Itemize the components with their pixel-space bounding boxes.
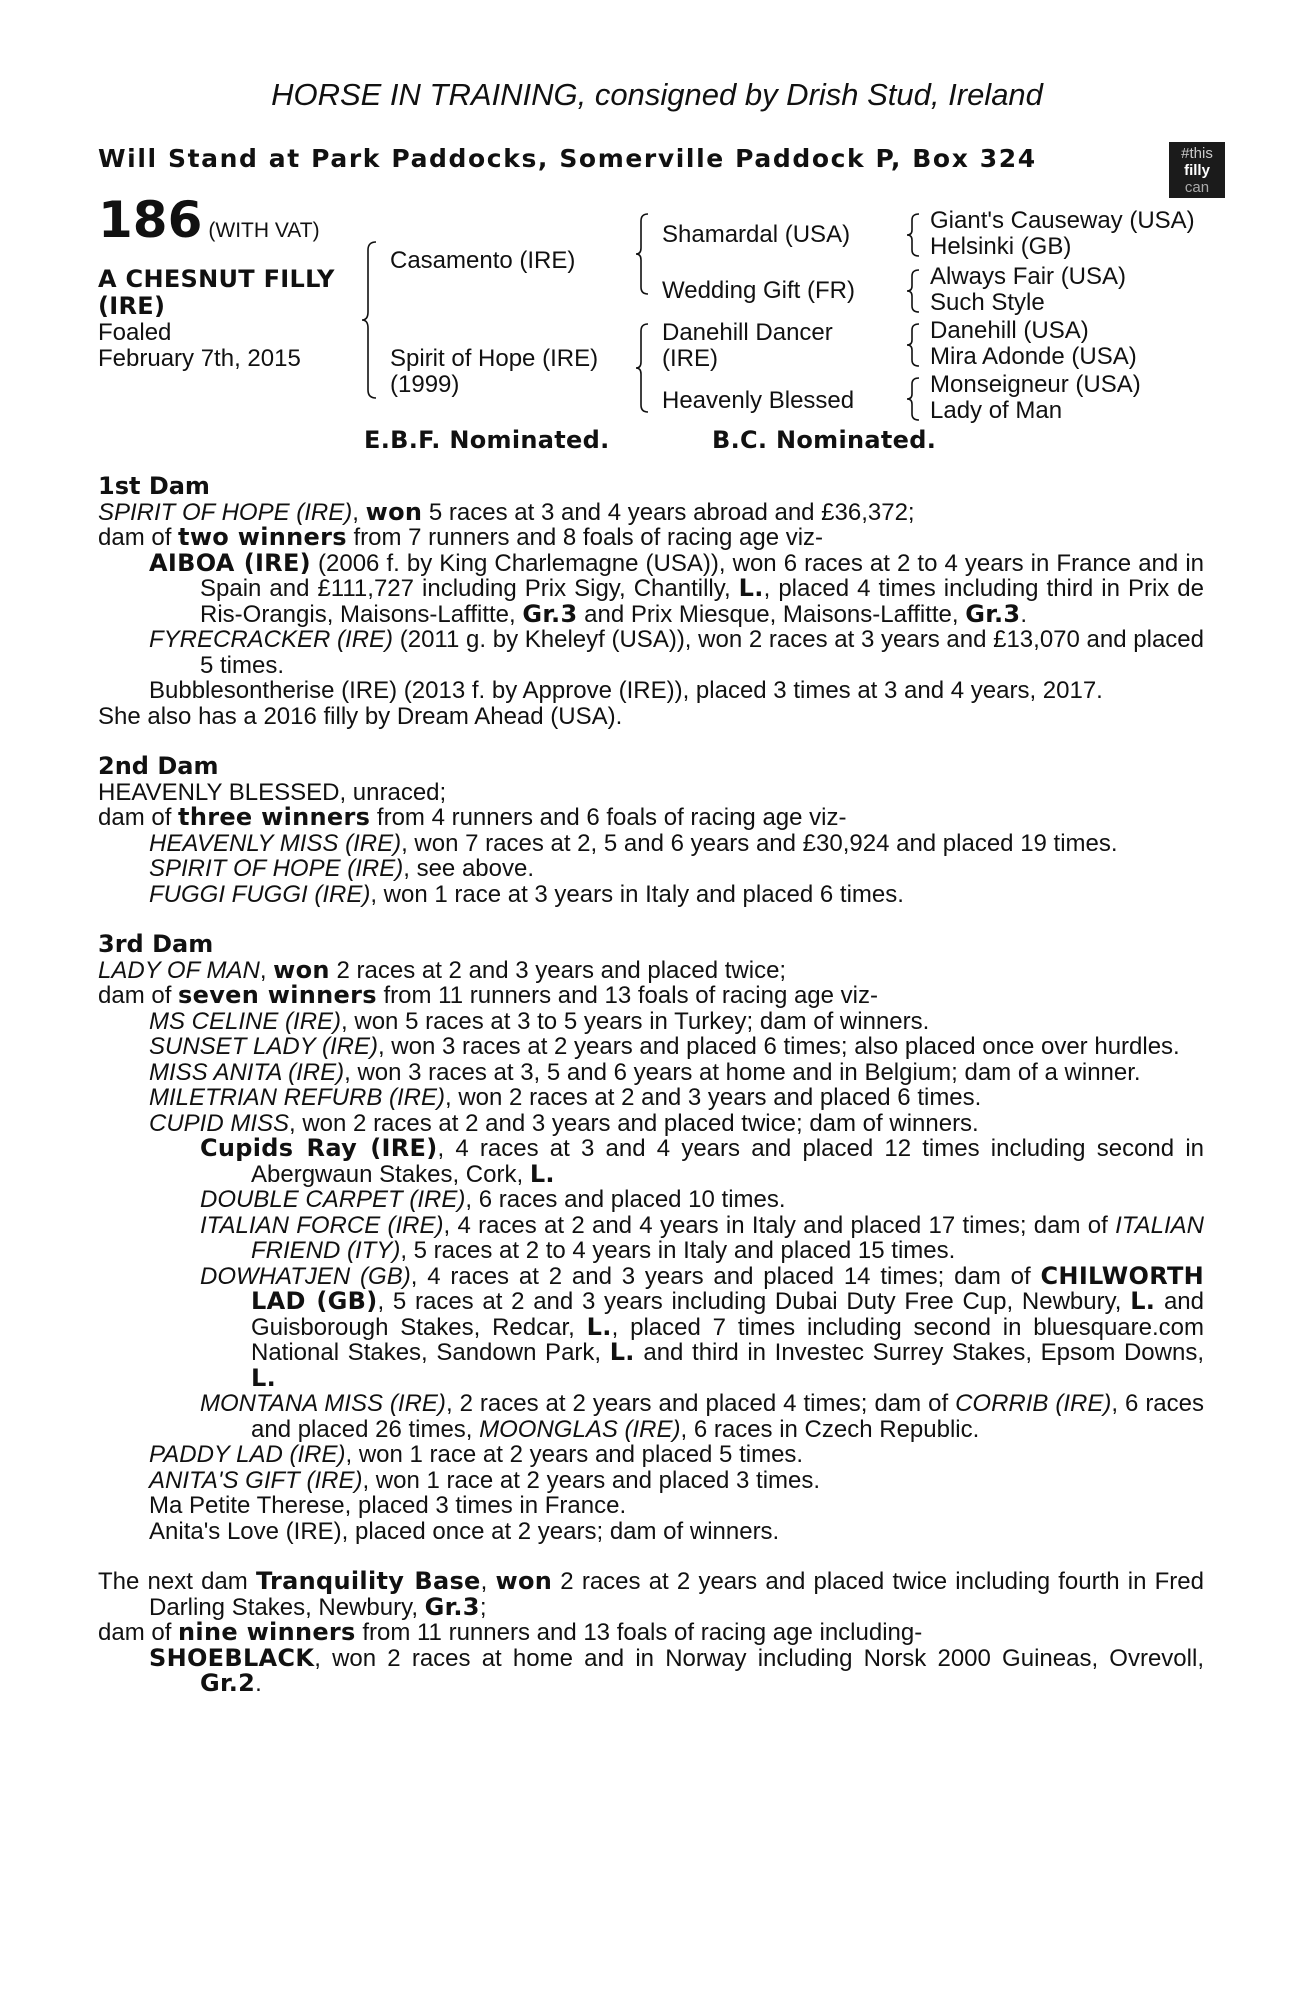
horse-name: Cupids Ray (IRE) [200, 1134, 438, 1162]
produce-double-carpet [98, 1187, 1204, 1213]
pedigree-g7: Monseigneur (USA) [930, 371, 1141, 398]
text: , [480, 1568, 496, 1595]
horse-name: ITALIAN FRIEND (ITY) [251, 1211, 1204, 1264]
horse-name: SPIRIT OF HOPE (IRE) [149, 855, 404, 882]
third-dam-name: LADY OF MAN [98, 956, 260, 984]
produce-anitas-love: Anita's Love (IRE), placed once at 2 years; dam of winners. [149, 1517, 780, 1545]
third-dam-line-1 [98, 955, 1204, 984]
text: , won 2 races at home and in Norway including Norsk 2000 Guineas, Ovrevoll, [314, 1644, 1204, 1672]
sep: , [259, 956, 274, 984]
pedigree-bracket-g2 [905, 268, 921, 314]
produce-fuggi-fuggi [98, 882, 1204, 908]
horse-name: MONTANA MISS (IRE) [200, 1390, 446, 1417]
produce-shoeblack [98, 1643, 1204, 1697]
horse-name: DOUBLE CARPET (IRE) [200, 1186, 466, 1213]
produce-paddy-lad [98, 1442, 1204, 1468]
stand-location: Will Stand at Park Paddocks, Somerville Paddock P, Box 324 [98, 144, 1037, 173]
winners-count: two winners [178, 523, 347, 551]
foaled-label: Foaled [98, 319, 172, 346]
horse-name: PADDY LAD (IRE) [149, 1441, 346, 1468]
text: , placed 4 times including third in Prix de Ris-Orangis, Maisons-Laffitte, [200, 575, 1204, 628]
race-grade: L. [529, 1159, 555, 1188]
pedigree-g8: Lady of Man [930, 397, 1063, 424]
won-label: won [273, 955, 330, 984]
first-dam-line-2 [98, 525, 1204, 551]
produce-cupids-ray [98, 1136, 1204, 1187]
produce-spirit-of-hope [98, 856, 1204, 882]
produce-bubblesontherise: Bubblesontherise (IRE) (2013 f. by Approve (IRE)), placed 3 times at 3 and 4 years, 2017. [149, 677, 1103, 704]
foaled-info [98, 320, 301, 372]
won-label: won [495, 1567, 553, 1595]
produce-dowhatjen [98, 1261, 1205, 1392]
sep: , [352, 498, 366, 526]
text: from 11 runners and 13 foals of racing age viz- [376, 982, 878, 1009]
horse-name: SHOEBLACK [149, 1643, 315, 1672]
text: , 4 races at 3 and 4 years and placed 12 times including second in Abergwaun Stakes, Cork, [251, 1135, 1204, 1188]
text: , 4 races at 2 and 4 years in Italy and placed 17 times; dam of [443, 1211, 1116, 1239]
next-dam-line-1 [98, 1569, 1204, 1620]
text: dam of [98, 1619, 179, 1646]
horse-name: HEAVENLY MISS (IRE) [149, 829, 402, 857]
third-dam-heading: 3rd Dam [98, 930, 214, 958]
text: , won 2 races at 2 and 3 years and placed twice; dam of winners. [289, 1109, 979, 1137]
race-grade: L. [609, 1338, 635, 1366]
text: from 7 runners and 8 foals of racing age viz- [346, 524, 824, 551]
text: ; [479, 1593, 487, 1621]
horse-name: AIBOA (IRE) [149, 548, 311, 577]
text: , won 1 race at 3 years in Italy and placed 6 times. [370, 880, 904, 908]
text: , won 2 races at 2 and 3 years and placed 6 times. [445, 1084, 982, 1111]
text: , 6 races and placed 26 times, [251, 1390, 1205, 1443]
horse-description [98, 266, 335, 320]
horse-name-line-2: (IRE) [98, 292, 166, 320]
third-dam-line-2 [98, 983, 1204, 1009]
text: from 11 runners and 13 foals of racing age including- [355, 1619, 923, 1646]
text: (2011 g. by Kheleyf (USA)), won 2 races at 3 years and £13,070 and placed 5 times. [200, 626, 1204, 679]
text: , won 5 races at 3 to 5 years in Turkey; dam of winners. [341, 1007, 930, 1035]
pedigree-g1: Giant's Causeway (USA) [930, 207, 1195, 234]
pedigree-sire: Casamento (IRE) [390, 247, 576, 274]
badge-line-1: #this [1181, 145, 1213, 162]
pedigree-dam-sire [662, 320, 833, 372]
bc-nomination: B.C. Nominated. [712, 426, 937, 454]
race-grade: Gr.3 [965, 599, 1021, 628]
catalogue-body [98, 474, 1204, 1697]
horse-name: MOONGLAS (IRE) [479, 1415, 681, 1443]
pedigree-dam-dam: Heavenly Blessed [662, 387, 855, 414]
pedigree-bracket-g4 [905, 376, 921, 422]
text: dam of [98, 804, 179, 831]
page-title: HORSE IN TRAINING, consigned by Drish Stud, Ireland [271, 77, 1043, 112]
pedigree-bracket-generation-1 [360, 240, 380, 400]
pedigree-bracket-g1 [905, 212, 921, 258]
winners-count: three winners [178, 803, 371, 831]
horse-name: MISS ANITA (IRE) [149, 1058, 345, 1086]
text: dam of [98, 982, 179, 1009]
produce-aiboa [98, 548, 1204, 628]
race-grade: L. [251, 1363, 277, 1392]
text: and Prix Miesque, Maisons-Laffitte, [577, 600, 966, 628]
produce-miss-anita [98, 1060, 1204, 1086]
horse-name: FYRECRACKER (IRE) [149, 626, 394, 653]
pedigree-dam-sire-country: (IRE) [662, 345, 718, 372]
text: , 4 races at 2 and 3 years and placed 14 times; dam of [410, 1262, 1041, 1290]
horse-name: ITALIAN FORCE (IRE) [200, 1211, 444, 1239]
pedigree-g2: Helsinki (GB) [930, 233, 1072, 260]
badge-line-2: filly [1184, 162, 1210, 179]
pedigree-g4: Such Style [930, 289, 1045, 316]
produce-heavenly-miss [98, 831, 1204, 857]
pedigree-dam-year: (1999) [390, 371, 460, 398]
foaled-date: February 7th, 2015 [98, 345, 301, 372]
race-grade: L. [1130, 1287, 1156, 1315]
text: dam of [98, 524, 179, 551]
text: from 4 runners and 6 foals of racing age viz- [370, 804, 847, 831]
text: 2 races at 2 years and placed twice including fourth in Fred Darling Stakes, Newbury, [149, 1568, 1204, 1621]
first-dam-record: 5 races at 3 and 4 years abroad and £36,372; [422, 498, 915, 526]
text: . [1020, 600, 1028, 628]
second-dam-heading: 2nd Dam [98, 752, 219, 780]
second-dam-line-2 [98, 805, 1204, 831]
ebf-nomination: E.B.F. Nominated. [364, 426, 610, 454]
race-grade: Gr.3 [424, 1592, 480, 1621]
horse-name: CHILWORTH LAD (GB) [251, 1261, 1205, 1315]
pedigree-g6: Mira Adonde (USA) [930, 343, 1137, 370]
text: . [255, 1670, 262, 1697]
pedigree-g5: Danehill (USA) [930, 317, 1089, 344]
text: and third in Investec Surrey Stakes, Epsom Downs, [634, 1339, 1204, 1366]
race-grade: Gr.2 [200, 1669, 256, 1697]
this-filly-can-badge [1169, 142, 1225, 198]
first-dam-also: She also has a 2016 filly by Dream Ahead (USA). [98, 702, 623, 730]
first-dam-line-1 [98, 497, 1204, 526]
horse-name: ANITA'S GIFT (IRE) [149, 1466, 363, 1494]
produce-ms-celine [98, 1009, 1204, 1035]
pedigree-bracket-sire [634, 212, 650, 296]
horse-name: MS CELINE (IRE) [149, 1007, 342, 1035]
text: , placed 7 times including second in bluesquare.com National Stakes, Sandown Park, [251, 1313, 1204, 1366]
pedigree-dam [390, 346, 598, 398]
won-label: won [365, 497, 423, 526]
text: , 2 races at 2 years and placed 4 times; dam of [445, 1390, 956, 1417]
text: , 6 races in Czech Republic. [680, 1415, 980, 1443]
produce-ma-petite-therese: Ma Petite Therese, placed 3 times in France. [149, 1492, 627, 1519]
produce-montana-miss [98, 1391, 1204, 1442]
pedigree-sire-dam: Wedding Gift (FR) [662, 277, 855, 304]
produce-miletrian-refurb [98, 1085, 1204, 1111]
text: , 5 races at 2 to 4 years in Italy and placed 15 times. [400, 1237, 956, 1264]
horse-name: Tranquility Base [255, 1567, 481, 1595]
horse-name: CUPID MISS [149, 1109, 290, 1137]
produce-anitas-gift [98, 1468, 1204, 1494]
pedigree-dam-sire-name: Danehill Dancer [662, 319, 833, 346]
text: , won 3 races at 3, 5 and 6 years at home and in Belgium; dam of a winner. [344, 1058, 1141, 1086]
race-grade: L. [738, 574, 764, 602]
text: , won 1 race at 2 years and placed 5 times. [345, 1441, 804, 1468]
horse-name: DOWHATJEN (GB) [200, 1262, 411, 1290]
winners-count: nine winners [178, 1618, 356, 1646]
text: The next dam [98, 1568, 256, 1595]
badge-line-3: can [1184, 179, 1210, 196]
first-dam-name: SPIRIT OF HOPE (IRE) [98, 498, 353, 526]
horse-name-line-1: A CHESNUT FILLY [98, 265, 335, 293]
produce-cupid-miss [98, 1111, 1204, 1137]
pedigree-g3: Always Fair (USA) [930, 263, 1127, 290]
text: , won 7 races at 2, 5 and 6 years and £30,924 and placed 19 times. [401, 829, 1118, 857]
vat-note: (WITH VAT) [208, 219, 320, 242]
text: 2 races at 2 and 3 years and placed twice; [329, 956, 787, 984]
text: , see above. [403, 855, 535, 882]
text: (2006 f. by King Charlemagne (USA)), won 6 races at 2 to 4 years in France and in Spain and £111,727 including Prix Sigy, Chantilly, [200, 549, 1204, 602]
pedigree-bracket-g3 [905, 322, 921, 368]
lot-number: 186 [98, 191, 203, 249]
horse-name: FUGGI FUGGI (IRE) [149, 880, 371, 908]
horse-name: CORRIB (IRE) [955, 1390, 1112, 1417]
produce-fyrecracker [98, 627, 1204, 678]
text: , won 1 race at 2 years and placed 3 times. [362, 1466, 821, 1494]
text: , 6 races and placed 10 times. [465, 1186, 786, 1213]
produce-italian-force [98, 1213, 1204, 1264]
text: and Guisborough Stakes, Redcar, [251, 1288, 1204, 1341]
pedigree-sire-sire: Shamardal (USA) [662, 221, 851, 248]
text: , won 3 races at 2 years and placed 6 times; also placed once over hurdles. [377, 1033, 1180, 1060]
second-dam-line-1: HEAVENLY BLESSED, unraced; [98, 778, 447, 806]
race-grade: Gr.3 [522, 599, 578, 628]
winners-count: seven winners [178, 981, 377, 1009]
lot-info [98, 191, 320, 249]
pedigree-bracket-dam [634, 322, 650, 414]
horse-name: SUNSET LADY (IRE) [149, 1033, 378, 1060]
pedigree-dam-name: Spirit of Hope (IRE) [390, 345, 599, 372]
race-grade: L. [586, 1312, 612, 1341]
first-dam-heading: 1st Dam [98, 472, 210, 500]
next-dam-line-2 [98, 1620, 1204, 1646]
horse-name: MILETRIAN REFURB (IRE) [149, 1084, 446, 1111]
produce-sunset-lady [98, 1034, 1204, 1060]
text: , 5 races at 2 and 3 years including Dubai Duty Free Cup, Newbury, [377, 1288, 1131, 1315]
